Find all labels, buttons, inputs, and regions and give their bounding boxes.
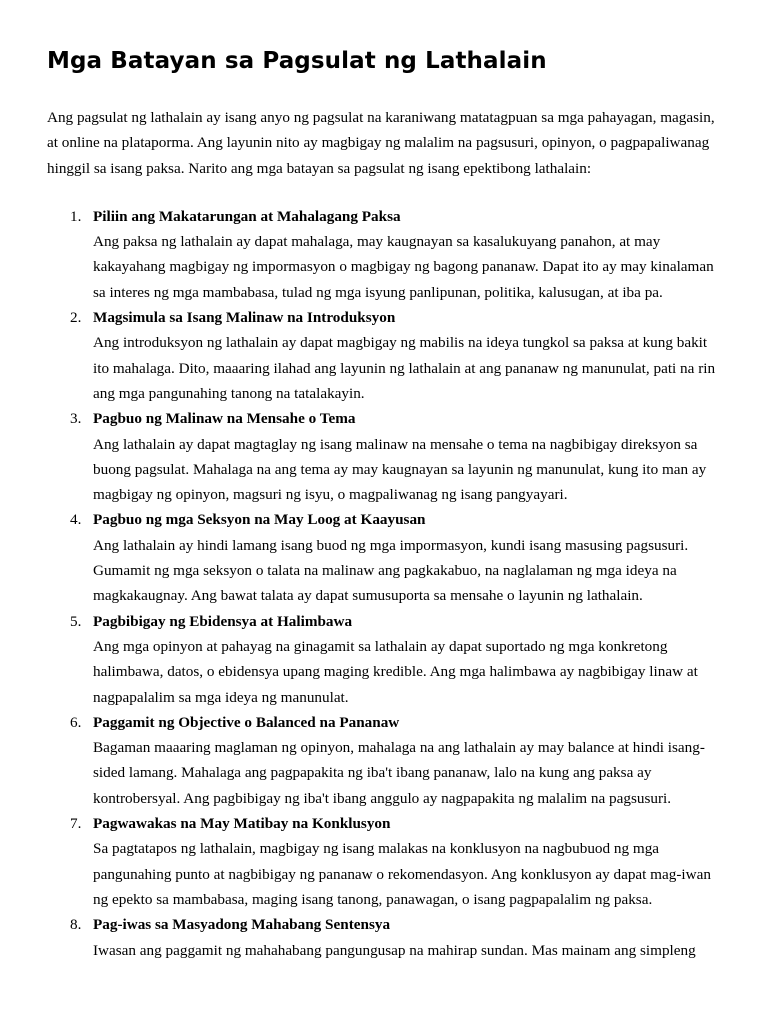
- item-heading: Pagbuo ng Malinaw na Mensahe o Tema: [93, 410, 356, 428]
- list-item: [47, 710, 723, 811]
- item-number: 8.: [70, 916, 82, 934]
- list-item: [47, 811, 723, 912]
- item-number: 6.: [70, 713, 82, 731]
- list-item: [47, 609, 723, 710]
- item-body: Ang lathalain ay hindi lamang isang buod ng mga impormasyon, kundi isang masusing pagsusuri. Gumamit ng mga seksyon o talata na malinaw ang pagkakabuo, na naglalaman ng mga ideya na magkakaugnay. Ang bawat talata ay dapat sumusuporta sa mensahe o layunin ng lathalain.: [93, 536, 689, 605]
- item-body: Ang lathalain ay dapat magtaglay ng isang malinaw na mensahe o tema na nagbibigay direksyon sa buong pagsulat. Mahalaga na ang tema ay may kaugnayan sa layunin ng manunulat, kung ito man ay magbigay ng opinyon, magsuri ng isyu, o magpaliwanag ng isang pangyayari.: [93, 435, 707, 504]
- list-item: [47, 204, 723, 305]
- list-item: [47, 406, 723, 507]
- item-body: Ang introduksyon ng lathalain ay dapat magbigay ng mabilis na ideya tungkol sa paksa at kung bakit ito mahalaga. Dito, maaaring ilahad ang layunin ng lathalain at ang pananaw ng manunulat, pati na rin ang mga pangunahing tanong na tatalakayin.: [93, 334, 716, 402]
- item-heading: Piliin ang Makatarungan at Mahalagang Paksa: [93, 207, 401, 225]
- item-number: 3.: [70, 410, 82, 428]
- document-page: [47, 0, 723, 963]
- item-body: Iwasan ang paggamit ng mahahabang pangungusap na mahirap sundan. Mas mainam ang simpleng: [93, 941, 696, 959]
- guidelines-list: [47, 204, 723, 963]
- item-heading: Pag-iwas sa Masyadong Mahabang Sentensya: [93, 916, 391, 934]
- item-number: 1.: [70, 207, 82, 225]
- list-item: [47, 507, 723, 608]
- list-item: [47, 305, 723, 406]
- item-number: 5.: [70, 612, 82, 630]
- item-body: Bagaman maaaring maglaman ng opinyon, mahalaga na ang lathalain ay may balance at hindi isang-sided lamang. Mahalaga ang pagpapakita ng iba't ibang pananaw, lalo na kung ang paksa ay kontrobersyal. Ang pagbibigay ng iba't ibang anggulo ay nagpapakita ng malalim na pagsusuri.: [93, 739, 705, 807]
- item-number: 7.: [70, 815, 82, 833]
- item-body: Ang paksa ng lathalain ay dapat mahalaga, may kaugnayan sa kasalukuyang panahon, at may kakayahang magbigay ng impormasyon o magbigay ng bagong pananaw. Dapat ito ay may kinalaman sa interes ng mga mambabasa, tulad ng mga isyung panlipunan, politika, kalusugan, at iba pa.: [93, 233, 714, 301]
- item-heading: Pagwawakas na May Matibay na Konklusyon: [93, 815, 391, 833]
- item-heading: Pagbuo ng mga Seksyon na May Loog at Kaayusan: [93, 511, 426, 529]
- item-heading: Paggamit ng Objective o Balanced na Pananaw: [93, 713, 400, 731]
- list-item: [47, 912, 723, 963]
- item-number: 2.: [70, 309, 82, 327]
- intro-paragraph: Ang pagsulat ng lathalain ay isang anyo ng pagsulat na karaniwang matatagpuan sa mga pahayagan, magasin, at online na plataporma. Ang layunin nito ay magbigay ng malalim na pagsusuri, opinyon, o pagpapaliwanag hinggil sa isang paksa. Narito ang mga batayan sa pagsulat ng isang epektibong lathalain:: [47, 109, 715, 177]
- document-title: Mga Batayan sa Pagsulat ng Lathalain: [47, 48, 547, 74]
- item-heading: Magsimula sa Isang Malinaw na Introduksyon: [93, 309, 396, 327]
- item-body: Sa pagtatapos ng lathalain, magbigay ng isang malakas na konklusyon na nagbubuod ng mga pangunahing punto at nagbibigay ng pananaw o rekomendasyon. Ang konklusyon ay dapat mag-iwan ng epekto sa mambabasa, maging isang tanong, panawagan, o isang pagpapalalim ng paksa.: [93, 840, 711, 908]
- item-number: 4.: [70, 511, 82, 529]
- item-body: Ang mga opinyon at pahayag na ginagamit sa lathalain ay dapat suportado ng mga konkretong halimbawa, datos, o ebidensya upang maging kredible. Ang mga halimbawa ay nagbibigay linaw at nagpapalalim sa mga ideya ng manunulat.: [93, 637, 698, 706]
- item-heading: Pagbibigay ng Ebidensya at Halimbawa: [93, 612, 353, 630]
